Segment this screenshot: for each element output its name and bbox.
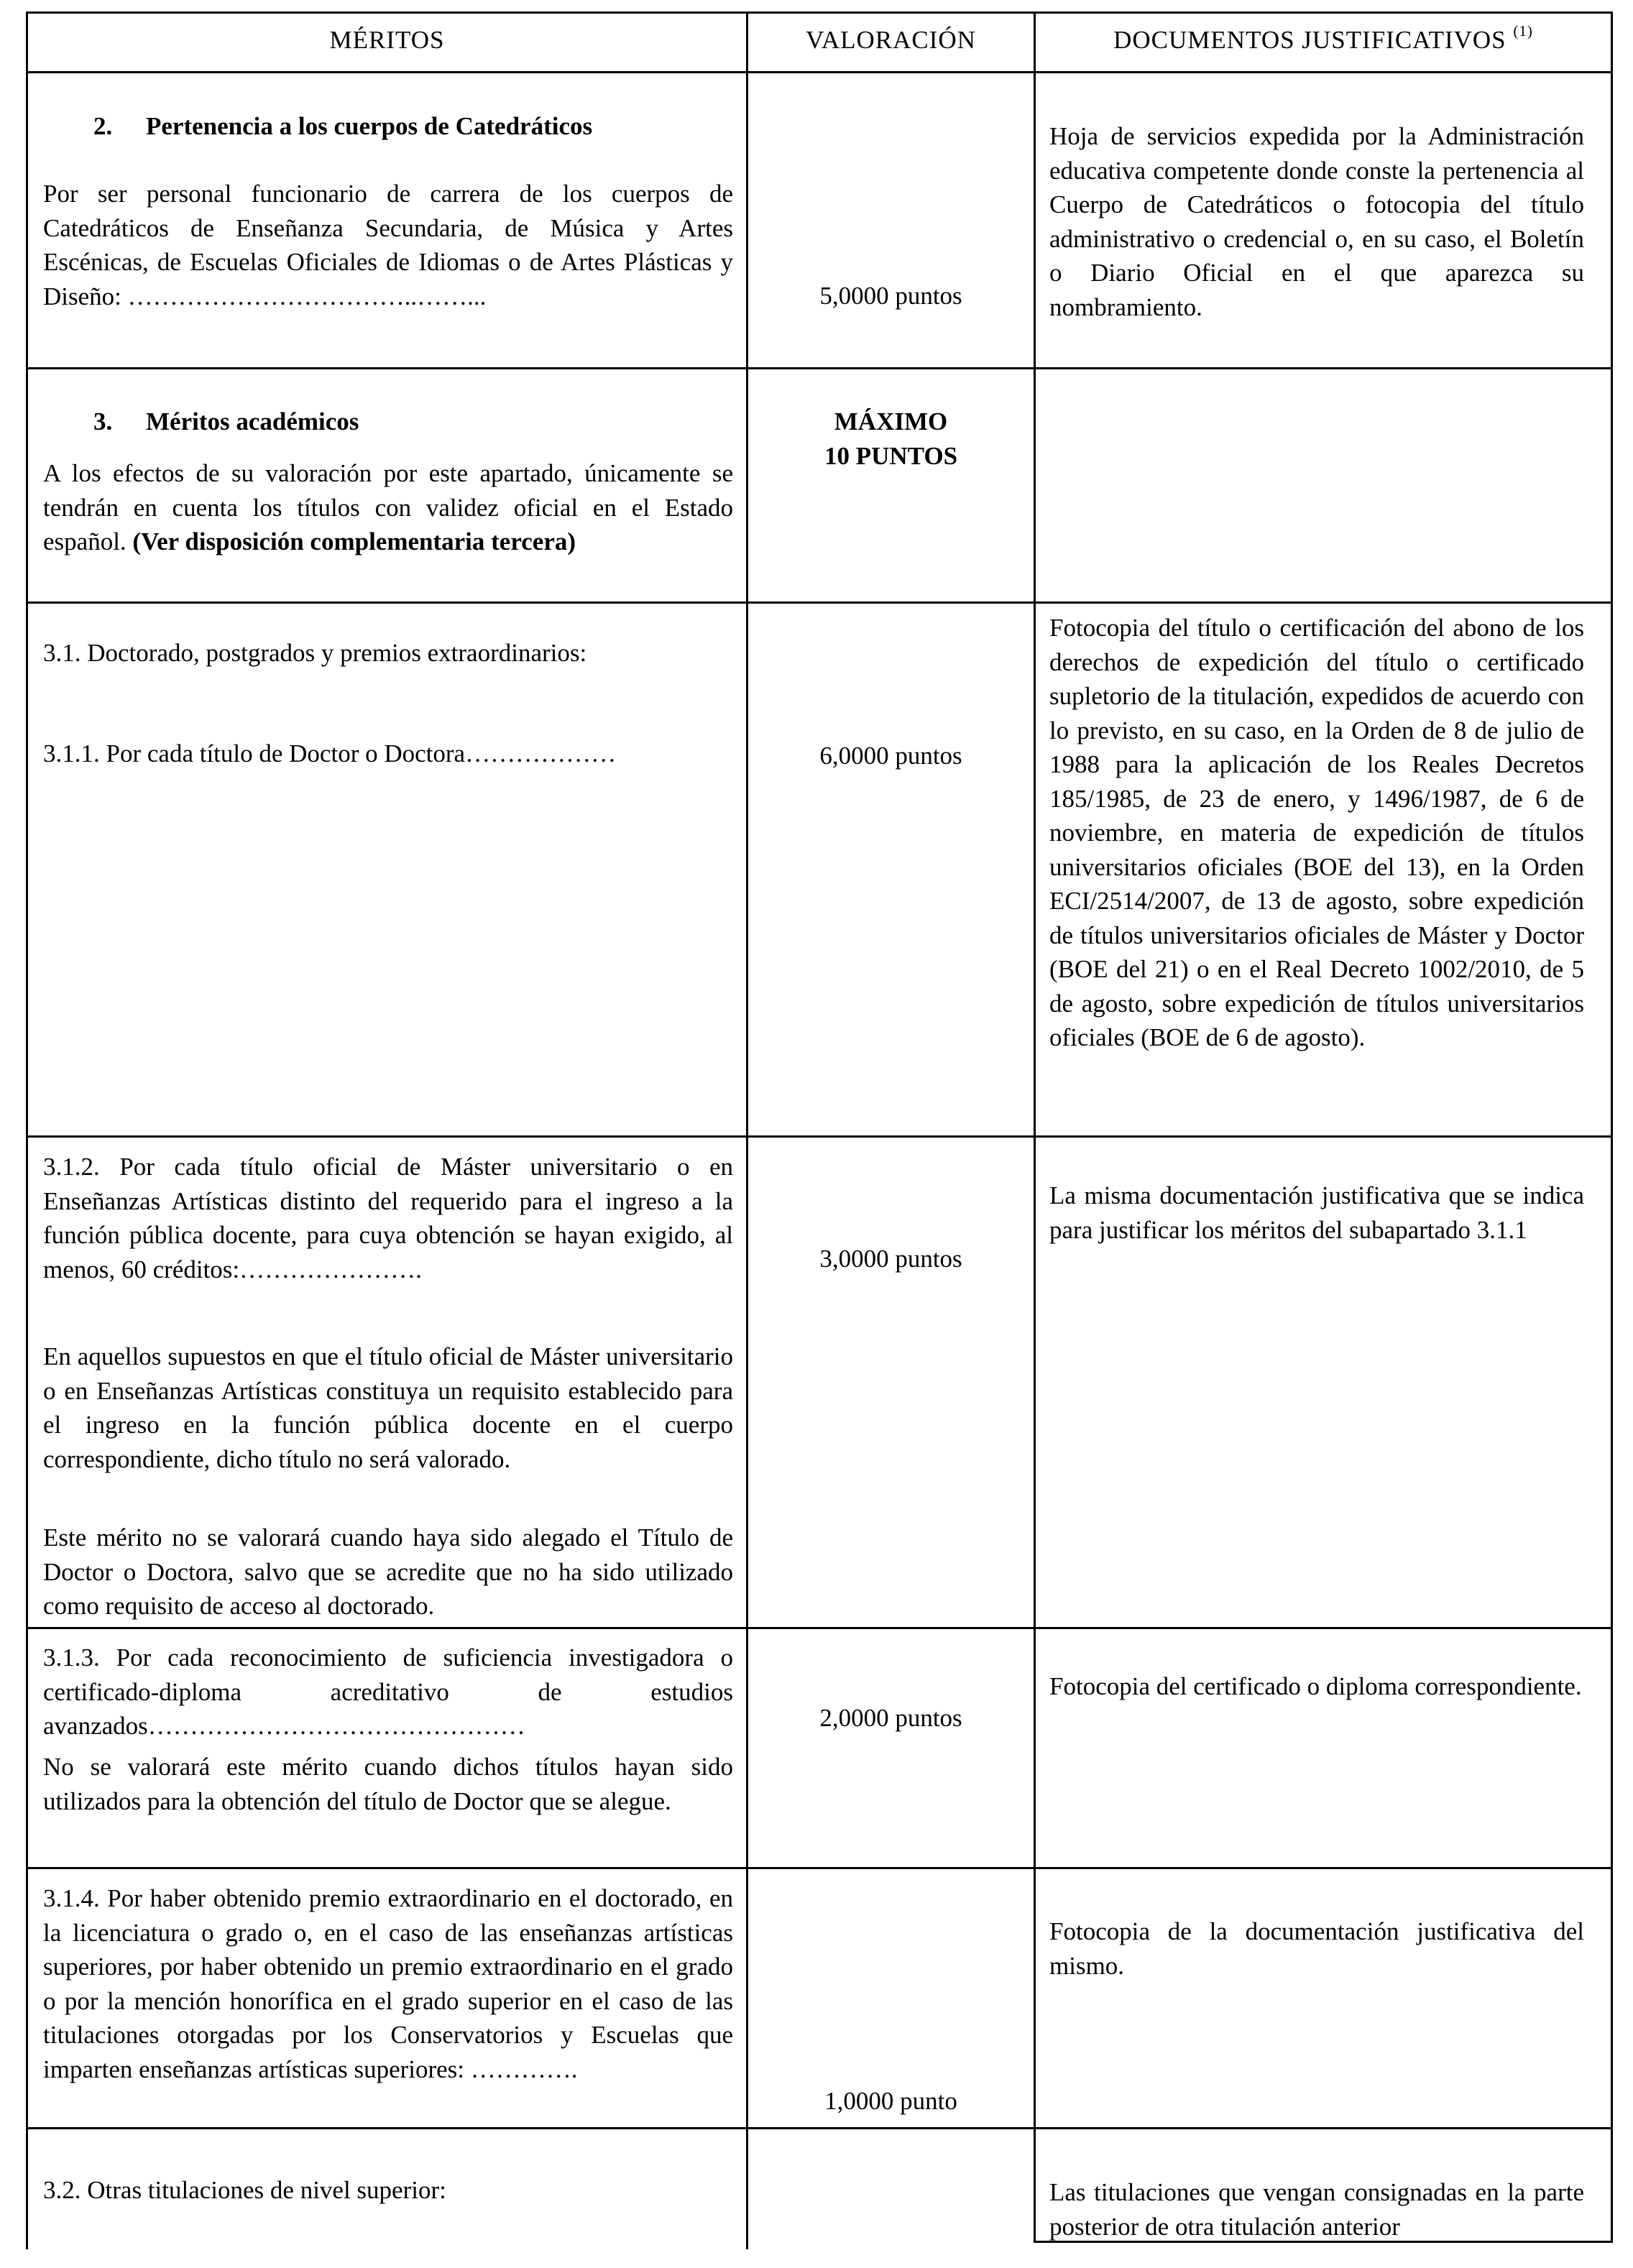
section-2-points: 5,0000 puntos bbox=[819, 282, 962, 310]
table-border bbox=[26, 11, 1613, 14]
item-3-2-docs: Las titulaciones que vengan consignadas en la parte posterior de otra titulación anterior bbox=[1049, 2178, 1584, 2241]
item-3-1-3-points: 2,0000 puntos bbox=[819, 1704, 962, 1732]
section-3-number: 3. bbox=[93, 407, 113, 435]
section-2-number: 2. bbox=[93, 112, 113, 140]
section-2-docs: Hoja de servicios expedida por la Administración educativa competente donde conste la pertenencia al Cuerpo de Catedráticos o fotocopia del título administrativo o credencial o, en su caso, el Boletín o Diario Oficial en el que aparezca su nombramiento. bbox=[1049, 122, 1584, 321]
table-border bbox=[26, 601, 1613, 604]
table-border bbox=[26, 1627, 1613, 1629]
item-3-1-1-text: 3.1.1. Por cada título de Doctor o Doctora……………… bbox=[43, 739, 617, 767]
footnote-marker: (1) bbox=[1513, 22, 1533, 40]
table-border bbox=[1611, 11, 1613, 2243]
table-border bbox=[746, 11, 748, 2249]
section-3-max-line2: 10 PUNTOS bbox=[824, 441, 958, 470]
item-3-2-text: 3.2. Otras titulaciones de nivel superior: bbox=[43, 2176, 446, 2204]
section-2-text: Por ser personal funcionario de carrera de los cuerpos de Catedráticos de Enseñanza Secundaria, de Música y Artes Escénicas, de Escuelas Oficiales de Idiomas o de Artes Plásticas y Diseño: ……………………………..……... bbox=[43, 180, 733, 310]
section-3-text-bold: (Ver disposición complementaria tercera) bbox=[132, 527, 576, 556]
item-3-1-3-note: No se valorará este mérito cuando dichos títulos hayan sido utilizados para la obtención del título de Doctor que se alegue. bbox=[43, 1753, 733, 1815]
header-valoracion: VALORACIÓN bbox=[806, 26, 976, 54]
item-3-1-4-points: 1,0000 punto bbox=[824, 2087, 957, 2115]
section-3-max-line1: MÁXIMO bbox=[834, 407, 948, 435]
header-documentos bbox=[1036, 23, 1611, 57]
table-border bbox=[26, 2127, 1613, 2129]
table-border bbox=[1034, 11, 1036, 2243]
item-3-1-2-points: 3,0000 puntos bbox=[819, 1245, 962, 1273]
section-2-heading bbox=[93, 109, 592, 144]
item-3-1-1-points: 6,0000 puntos bbox=[819, 742, 962, 770]
item-3-1-3-text: 3.1.3. Por cada reconocimiento de suficiencia investigadora o certificado-diploma acreditativo de estudios avanzados……………………………………… bbox=[43, 1644, 733, 1740]
item-3-1-2-note-2: Este mérito no se valorará cuando haya sido alegado el Título de Doctor o Doctora, salvo que se acredite que no ha sido utilizado como requisito de acceso al doctorado. bbox=[43, 1523, 733, 1620]
item-3-1-2-note-1: En aquellos supuestos en que el título oficial de Máster universitario o en Enseñanzas Artísticas constituya un requisito establecido para el ingreso en la función pública docente en el cuerpo correspondiente, dicho título no será valorado. bbox=[43, 1342, 733, 1473]
item-3-1-title: 3.1. Doctorado, postgrados y premios extraordinarios: bbox=[43, 639, 587, 667]
item-3-1-2-docs: La misma documentación justificativa que se indica para justificar los méritos del subapartado 3.1.1 bbox=[1049, 1181, 1584, 1244]
table-border bbox=[26, 71, 1613, 73]
item-3-1-4-text: 3.1.4. Por haber obtenido premio extraordinario en el doctorado, en la licenciatura o grado o, en el caso de las enseñanzas artísticas superiores, por haber obtenido un premio extraordinario en el grado o por la mención honorífica en el grado superior en el caso de las titulaciones otorgadas por los Conservatorios y Escuelas que imparten enseñanzas artísticas superiores: …………. bbox=[43, 1884, 733, 2083]
table-border bbox=[26, 1867, 1613, 1869]
item-3-1-4-docs: Fotocopia de la documentación justificativa del mismo. bbox=[1049, 1917, 1584, 1980]
header-meritos: MÉRITOS bbox=[329, 26, 445, 54]
section-2-title: Pertenencia a los cuerpos de Catedráticos bbox=[146, 112, 593, 140]
table-border bbox=[26, 11, 28, 2249]
section-3-title: Méritos académicos bbox=[146, 407, 359, 435]
section-3-max bbox=[748, 405, 1034, 473]
item-3-1-2-text: 3.1.2. Por cada título oficial de Máster universitario o en Enseñanzas Artísticas distinto del requerido para el ingreso a la función pública docente, para cuya obtención se hayan exigido, al menos, 60 créditos:…………………. bbox=[43, 1153, 733, 1283]
table-border bbox=[26, 367, 1613, 369]
item-3-1-3-docs: Fotocopia del certificado o diploma correspondiente. bbox=[1049, 1672, 1582, 1700]
item-3-1-1-docs: Fotocopia del título o certificación del abono de los derechos de expedición del título o certificado supletorio de la titulación, expedidos de acuerdo con lo previsto, en su caso, en la Orden de 8 de julio de 1988 para la aplicación de los Reales Decretos 185/1985, de 23 de enero, y 1496/1987, de 6 de noviembre, en materia de expedición de títulos universitarios oficiales (BOE del 13), en la Orden ECI/2514/2007, de 13 de agosto, sobre expedición de títulos universitarios oficiales de Máster y Doctor (BOE del 21) o en el Real Decreto 1002/2010, de 5 de agosto, sobre expedición de títulos universitarios oficiales (BOE de 6 de agosto). bbox=[1049, 614, 1584, 1051]
section-3-text-main: A los efectos de su valoración por este apartado, únicamente se tendrán en cuenta los títulos con validez oficial en el Estado español. bbox=[43, 459, 733, 556]
section-3-text bbox=[43, 456, 733, 559]
table-border bbox=[26, 1135, 1613, 1138]
section-3-heading bbox=[93, 405, 359, 439]
header-documentos-label: DOCUMENTOS JUSTIFICATIVOS bbox=[1113, 26, 1506, 54]
